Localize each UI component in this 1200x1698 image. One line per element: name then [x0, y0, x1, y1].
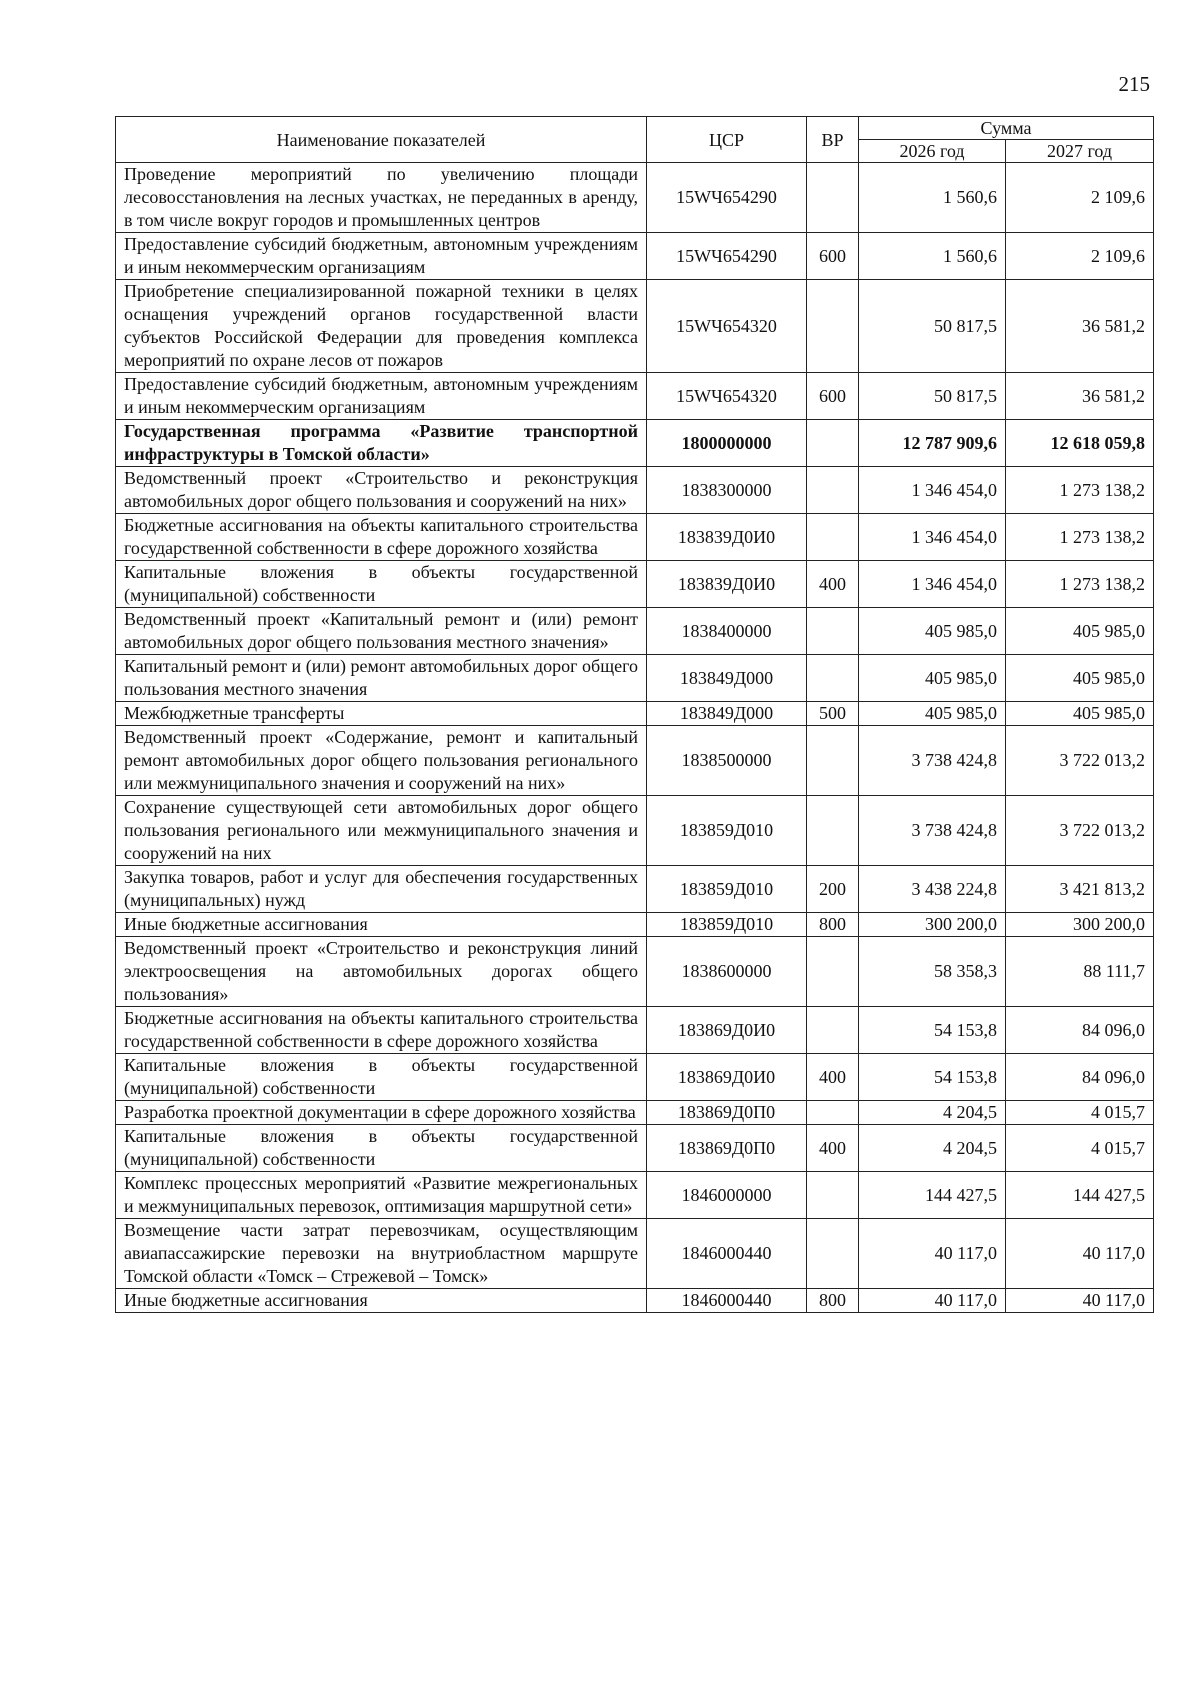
- row-csr-cell: 1838600000: [647, 937, 807, 1007]
- row-sum-2026-cell: 1 560,6: [859, 233, 1006, 280]
- row-sum-2027-cell: 1 273 138,2: [1006, 467, 1154, 514]
- row-csr-cell: 183869Д0И0: [647, 1007, 807, 1054]
- row-sum-2027-cell: 84 096,0: [1006, 1007, 1154, 1054]
- row-name-cell: Предоставление субсидий бюджетным, автономным учреждениям и иным некоммерческим организациям: [116, 373, 647, 420]
- table-row: [116, 561, 1154, 608]
- row-csr-cell: 1846000440: [647, 1289, 807, 1313]
- row-sum-2027-cell: 2 109,6: [1006, 233, 1154, 280]
- row-vr-cell: [807, 1219, 859, 1289]
- row-sum-2027-cell: 1 273 138,2: [1006, 561, 1154, 608]
- table-row: [116, 1054, 1154, 1101]
- row-sum-2027-cell: 300 200,0: [1006, 913, 1154, 937]
- row-sum-2027-cell: 40 117,0: [1006, 1219, 1154, 1289]
- row-sum-2027-cell: 144 427,5: [1006, 1172, 1154, 1219]
- row-name-cell: Ведомственный проект «Содержание, ремонт и капитальный ремонт автомобильных дорог общего пользования регионального или межмуниципального значения и сооружений на них»: [116, 726, 647, 796]
- header-csr: ЦСР: [647, 117, 807, 163]
- row-name-cell: Сохранение существующей сети автомобильных дорог общего пользования регионального или межмуниципального значения и сооружений на них: [116, 796, 647, 866]
- row-name-cell: Разработка проектной документации в сфере дорожного хозяйства: [116, 1101, 647, 1125]
- row-name-cell: Капитальный ремонт и (или) ремонт автомобильных дорог общего пользования местного значения: [116, 655, 647, 702]
- table-row: [116, 1219, 1154, 1289]
- row-sum-2026-cell: 40 117,0: [859, 1219, 1006, 1289]
- row-sum-2026-cell: 3 738 424,8: [859, 796, 1006, 866]
- row-sum-2026-cell: 405 985,0: [859, 702, 1006, 726]
- row-csr-cell: 183869Д0И0: [647, 1054, 807, 1101]
- row-csr-cell: 183869Д0П0: [647, 1125, 807, 1172]
- row-sum-2026-cell: 3 738 424,8: [859, 726, 1006, 796]
- row-vr-cell: [807, 796, 859, 866]
- row-name-cell: Капитальные вложения в объекты государственной (муниципальной) собственности: [116, 1054, 647, 1101]
- header-vr: ВР: [807, 117, 859, 163]
- row-sum-2026-cell: 40 117,0: [859, 1289, 1006, 1313]
- table-row: [116, 1007, 1154, 1054]
- row-sum-2026-cell: 50 817,5: [859, 280, 1006, 373]
- header-year-2027: 2027 год: [1006, 140, 1154, 163]
- row-sum-2026-cell: 1 346 454,0: [859, 514, 1006, 561]
- row-vr-cell: 800: [807, 913, 859, 937]
- row-sum-2027-cell: 3 421 813,2: [1006, 866, 1154, 913]
- row-sum-2026-cell: 4 204,5: [859, 1101, 1006, 1125]
- row-vr-cell: [807, 655, 859, 702]
- row-sum-2026-cell: 50 817,5: [859, 373, 1006, 420]
- row-name-cell: Бюджетные ассигнования на объекты капитального строительства государственной собственности в сфере дорожного хозяйства: [116, 1007, 647, 1054]
- row-vr-cell: [807, 420, 859, 467]
- row-csr-cell: 183859Д010: [647, 866, 807, 913]
- row-csr-cell: 183859Д010: [647, 796, 807, 866]
- table-row: [116, 163, 1154, 233]
- table-row: [116, 702, 1154, 726]
- row-name-cell: Государственная программа «Развитие транспортной инфраструктуры в Томской области»: [116, 420, 647, 467]
- row-name-cell: Бюджетные ассигнования на объекты капитального строительства государственной собственности в сфере дорожного хозяйства: [116, 514, 647, 561]
- row-csr-cell: 183839Д0И0: [647, 514, 807, 561]
- row-sum-2026-cell: 54 153,8: [859, 1054, 1006, 1101]
- table-row: [116, 796, 1154, 866]
- row-csr-cell: 15WЧ654290: [647, 163, 807, 233]
- row-vr-cell: [807, 467, 859, 514]
- table-row: [116, 1172, 1154, 1219]
- row-csr-cell: 1846000440: [647, 1219, 807, 1289]
- table-row: [116, 913, 1154, 937]
- budget-table: [115, 116, 1154, 1313]
- row-sum-2027-cell: 405 985,0: [1006, 655, 1154, 702]
- row-sum-2026-cell: 58 358,3: [859, 937, 1006, 1007]
- row-name-cell: Проведение мероприятий по увеличению площади лесовосстановления на лесных участках, не переданных в аренду, в том числе вокруг городов и промышленных центров: [116, 163, 647, 233]
- row-sum-2027-cell: 4 015,7: [1006, 1101, 1154, 1125]
- row-sum-2027-cell: 84 096,0: [1006, 1054, 1154, 1101]
- row-vr-cell: 400: [807, 1054, 859, 1101]
- row-vr-cell: [807, 1172, 859, 1219]
- row-sum-2026-cell: 1 346 454,0: [859, 467, 1006, 514]
- row-sum-2026-cell: 300 200,0: [859, 913, 1006, 937]
- page-number: 215: [1118, 72, 1150, 96]
- row-sum-2027-cell: 12 618 059,8: [1006, 420, 1154, 467]
- row-sum-2027-cell: 2 109,6: [1006, 163, 1154, 233]
- table-row: [116, 373, 1154, 420]
- table-row: [116, 937, 1154, 1007]
- table-row: [116, 726, 1154, 796]
- row-sum-2026-cell: 3 438 224,8: [859, 866, 1006, 913]
- row-csr-cell: 15WЧ654320: [647, 280, 807, 373]
- table-row: [116, 1101, 1154, 1125]
- row-csr-cell: 183859Д010: [647, 913, 807, 937]
- row-sum-2026-cell: 12 787 909,6: [859, 420, 1006, 467]
- row-vr-cell: [807, 937, 859, 1007]
- row-sum-2026-cell: 1 346 454,0: [859, 561, 1006, 608]
- row-sum-2027-cell: 3 722 013,2: [1006, 726, 1154, 796]
- row-csr-cell: 15WЧ654320: [647, 373, 807, 420]
- table-row: [116, 866, 1154, 913]
- row-name-cell: Капитальные вложения в объекты государственной (муниципальной) собственности: [116, 1125, 647, 1172]
- row-name-cell: Иные бюджетные ассигнования: [116, 1289, 647, 1313]
- row-name-cell: Ведомственный проект «Строительство и реконструкция линий электроосвещения на автомобильных дорогах общего пользования»: [116, 937, 647, 1007]
- row-sum-2027-cell: 88 111,7: [1006, 937, 1154, 1007]
- table-row: [116, 608, 1154, 655]
- row-name-cell: Возмещение части затрат перевозчикам, осуществляющим авиапассажирские перевозки на внутриобластном маршруте Томской области «Томск – Стрежевой – Томск»: [116, 1219, 647, 1289]
- table-header: [116, 117, 1154, 163]
- header-sum: Сумма: [859, 117, 1154, 140]
- row-csr-cell: 183839Д0И0: [647, 561, 807, 608]
- row-csr-cell: 15WЧ654290: [647, 233, 807, 280]
- row-vr-cell: [807, 1101, 859, 1125]
- row-sum-2027-cell: 1 273 138,2: [1006, 514, 1154, 561]
- row-csr-cell: 1838300000: [647, 467, 807, 514]
- row-sum-2026-cell: 405 985,0: [859, 655, 1006, 702]
- table-row: [116, 420, 1154, 467]
- row-sum-2027-cell: 40 117,0: [1006, 1289, 1154, 1313]
- row-vr-cell: 500: [807, 702, 859, 726]
- row-sum-2026-cell: 144 427,5: [859, 1172, 1006, 1219]
- row-name-cell: Межбюджетные трансферты: [116, 702, 647, 726]
- row-name-cell: Ведомственный проект «Капитальный ремонт и (или) ремонт автомобильных дорог общего пользования местного значения»: [116, 608, 647, 655]
- table-row: [116, 280, 1154, 373]
- row-vr-cell: 400: [807, 561, 859, 608]
- row-vr-cell: [807, 280, 859, 373]
- row-name-cell: Закупка товаров, работ и услуг для обеспечения государственных (муниципальных) нужд: [116, 866, 647, 913]
- row-csr-cell: 183849Д000: [647, 702, 807, 726]
- row-vr-cell: [807, 514, 859, 561]
- table-row: [116, 655, 1154, 702]
- row-sum-2026-cell: 405 985,0: [859, 608, 1006, 655]
- row-name-cell: Приобретение специализированной пожарной техники в целях оснащения учреждений органов государственной власти субъектов Российской Федерации для проведения комплекса мероприятий по охране лесов от пожаров: [116, 280, 647, 373]
- row-csr-cell: 1838500000: [647, 726, 807, 796]
- row-sum-2027-cell: 405 985,0: [1006, 608, 1154, 655]
- row-vr-cell: [807, 608, 859, 655]
- row-csr-cell: 1838400000: [647, 608, 807, 655]
- row-sum-2026-cell: 4 204,5: [859, 1125, 1006, 1172]
- row-csr-cell: 183869Д0П0: [647, 1101, 807, 1125]
- row-vr-cell: 600: [807, 373, 859, 420]
- row-name-cell: Ведомственный проект «Строительство и реконструкция автомобильных дорог общего пользования и сооружений на них»: [116, 467, 647, 514]
- table-row: [116, 514, 1154, 561]
- row-vr-cell: 600: [807, 233, 859, 280]
- row-name-cell: Иные бюджетные ассигнования: [116, 913, 647, 937]
- row-vr-cell: 200: [807, 866, 859, 913]
- row-vr-cell: 400: [807, 1125, 859, 1172]
- table-row: [116, 467, 1154, 514]
- row-csr-cell: 1846000000: [647, 1172, 807, 1219]
- table-row: [116, 1125, 1154, 1172]
- row-sum-2027-cell: 36 581,2: [1006, 280, 1154, 373]
- row-name-cell: Комплекс процессных мероприятий «Развитие межрегиональных и межмуниципальных перевозок, оптимизация маршрутной сети»: [116, 1172, 647, 1219]
- header-name: Наименование показателей: [116, 117, 647, 163]
- row-csr-cell: 183849Д000: [647, 655, 807, 702]
- row-name-cell: Предоставление субсидий бюджетным, автономным учреждениям и иным некоммерческим организациям: [116, 233, 647, 280]
- row-sum-2027-cell: 36 581,2: [1006, 373, 1154, 420]
- row-name-cell: Капитальные вложения в объекты государственной (муниципальной) собственности: [116, 561, 647, 608]
- row-vr-cell: [807, 726, 859, 796]
- row-sum-2027-cell: 4 015,7: [1006, 1125, 1154, 1172]
- table-row: [116, 233, 1154, 280]
- row-sum-2026-cell: 1 560,6: [859, 163, 1006, 233]
- row-vr-cell: [807, 1007, 859, 1054]
- table-body: [116, 163, 1154, 1313]
- row-csr-cell: 1800000000: [647, 420, 807, 467]
- row-sum-2026-cell: 54 153,8: [859, 1007, 1006, 1054]
- table-row: [116, 1289, 1154, 1313]
- row-vr-cell: [807, 163, 859, 233]
- row-sum-2027-cell: 3 722 013,2: [1006, 796, 1154, 866]
- header-year-2026: 2026 год: [859, 140, 1006, 163]
- row-sum-2027-cell: 405 985,0: [1006, 702, 1154, 726]
- row-vr-cell: 800: [807, 1289, 859, 1313]
